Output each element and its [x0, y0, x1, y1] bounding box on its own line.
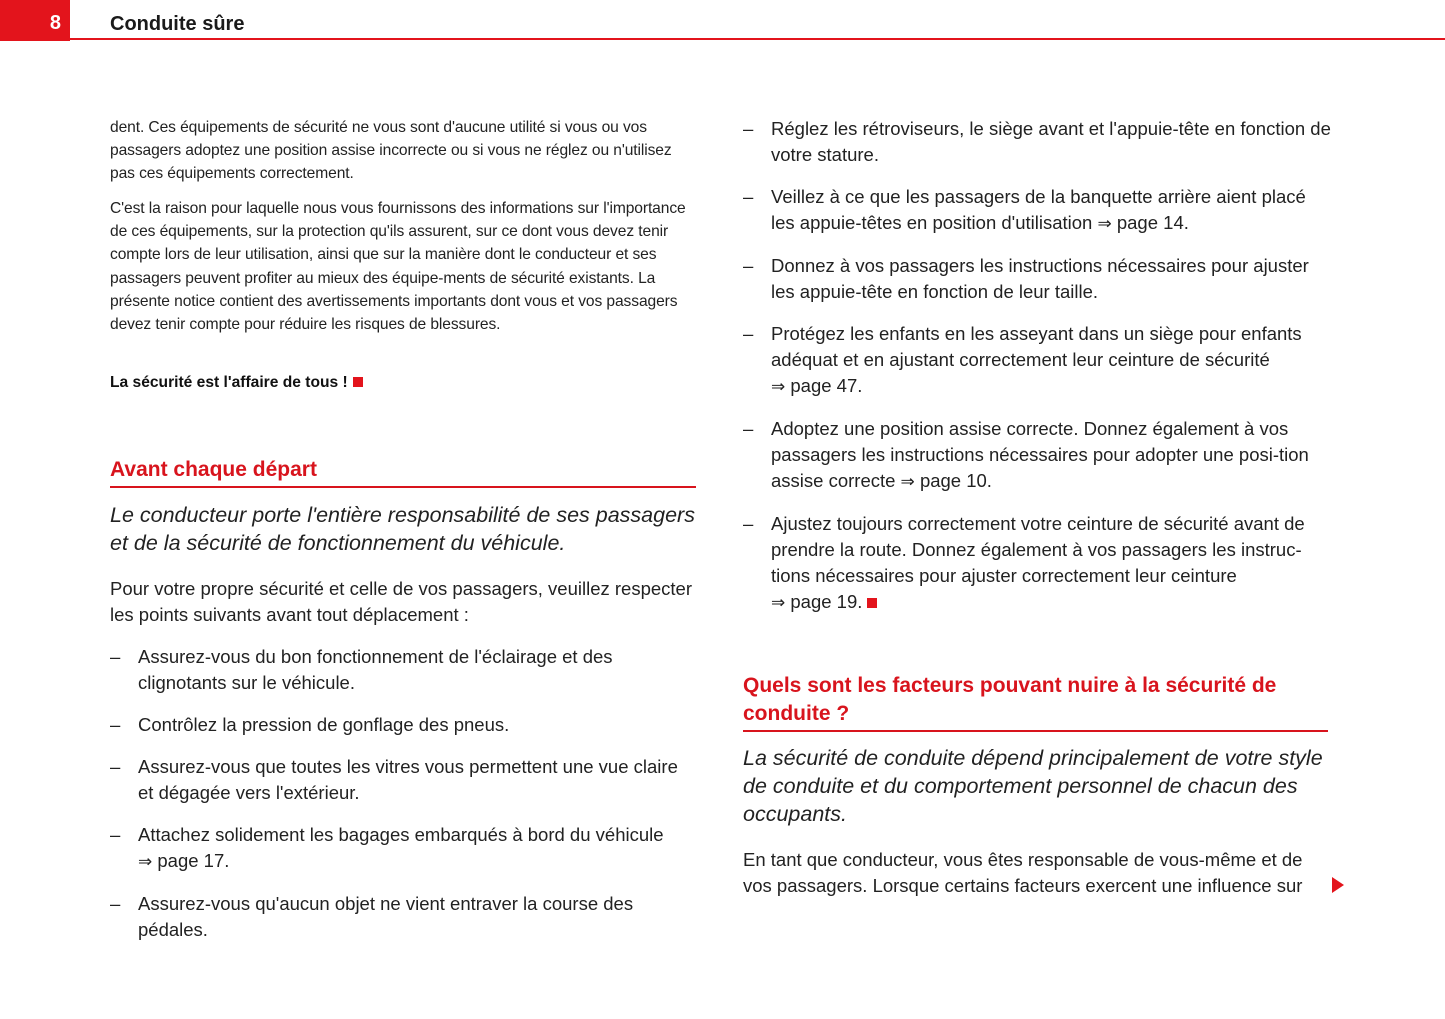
cross-reference-arrow-icon: ⇒ [1097, 214, 1112, 234]
bold-statement [110, 371, 696, 394]
page-reference-link[interactable]: page 10. [919, 470, 992, 491]
end-marker-icon [867, 598, 877, 608]
list-item [110, 712, 696, 738]
dash-bullet-icon: – [743, 418, 754, 439]
list-item [743, 253, 1333, 305]
list-item-text: Protégez les enfants en les asseyant dans un siège pour enfants adéquat et en ajustant correctement leur ceinture de sécurité [771, 323, 1302, 370]
list-item-text: Assurez-vous que toutes les vitres vous permettent une vue claire et dégagée vers l'extérieur. [138, 756, 678, 803]
section-heading-avant-chaque-depart: Avant chaque départ [110, 456, 696, 488]
header-divider [70, 38, 1445, 40]
list-item [743, 511, 1333, 616]
dash-bullet-icon: – [110, 756, 121, 777]
page-number: 8 [0, 0, 70, 41]
dash-bullet-icon: – [110, 824, 121, 845]
continue-next-page-icon [1332, 877, 1344, 893]
dash-bullet-icon: – [743, 186, 754, 207]
checklist-continued [743, 116, 1333, 632]
dash-bullet-icon: – [743, 255, 754, 276]
list-item [110, 822, 696, 875]
list-item-text: Contrôlez la pression de gonflage des pneus. [138, 714, 510, 735]
cross-reference-arrow-icon: ⇒ [771, 593, 786, 613]
page-reference-link[interactable]: page 19. [790, 591, 863, 612]
list-item [743, 416, 1333, 495]
list-item-text: Attachez solidement les bagages embarqués à bord du véhicule [138, 824, 664, 845]
list-item-text: Réglez les rétroviseurs, le siège avant et l'appuie-tête en fonction de votre stature. [771, 118, 1331, 165]
dash-bullet-icon: – [110, 893, 121, 914]
section-heading-facteurs-securite: Quels sont les facteurs pouvant nuire à la sécurité de conduite ? [743, 672, 1328, 732]
list-item-text: Assurez-vous qu'aucun objet ne vient entraver la course des pédales. [138, 893, 634, 940]
lead-paragraph: Pour votre propre sécurité et celle de vos passagers, veuillez respecter les points suivants avant tout déplacement : [110, 578, 693, 625]
section-intro: La sécurité de conduite dépend principalement de votre style de conduite et du comportement personnel de chacun des occupants. [743, 746, 1323, 826]
list-item-text: Assurez-vous du bon fonctionnement de l'éclairage et des clignotants sur le véhicule. [138, 646, 613, 693]
dash-bullet-icon: – [743, 118, 754, 139]
list-item [743, 116, 1333, 168]
list-item [743, 184, 1333, 237]
page-reference-link[interactable]: page 17. [157, 850, 230, 871]
info-paragraph: C'est la raison pour laquelle nous vous fournissons des informations sur l'importance de ces équipements, sur la protection qu'ils assurent, sur ce dont vous devez tenir compte lors de leur utilisation, ainsi que sur la manière dont le conducteur et ses passagers peuvent profiter au mieux des équipe-ments de sécurité existants. La présente notice contient des avertissements importants dont vous et vos passagers devez tenir compte pour réduire les risques de blessures. [110, 200, 686, 334]
dash-bullet-icon: – [110, 714, 121, 735]
cross-reference-arrow-icon: ⇒ [138, 852, 153, 872]
list-item-text: Veillez à ce que les passagers de la banquette arrière aient placé les appuie-têtes en position d'utilisation [771, 186, 1306, 233]
list-item-text: Adoptez une position assise correcte. Donnez également à vos passagers les instructions nécessaires pour adopter une posi-tion assise correcte [771, 418, 1309, 491]
section-intro: Le conducteur porte l'entière responsabilité de ses passagers et de la sécurité de fonctionnement du véhicule. [110, 503, 695, 555]
list-item [110, 644, 696, 696]
page-reference-link[interactable]: page 47. [790, 375, 863, 396]
continuation-paragraph: dent. Ces équipements de sécurité ne vous sont d'aucune utilité si vous ou vos passagers adoptez une position assise incorrecte ou si vous ne réglez ou n'utilisez pas ces équipements correctement. [110, 119, 672, 183]
dash-bullet-icon: – [743, 513, 754, 534]
list-item [110, 754, 696, 806]
list-item [743, 321, 1333, 400]
dash-bullet-icon: – [743, 323, 754, 344]
body-paragraph: En tant que conducteur, vous êtes responsable de vous-même et de vos passagers. Lorsque certains facteurs exercent une influence sur [743, 849, 1303, 896]
dash-bullet-icon: – [110, 646, 121, 667]
end-marker-icon [353, 377, 363, 387]
list-item [110, 891, 696, 943]
checklist-before-departure [110, 644, 696, 959]
cross-reference-arrow-icon: ⇒ [900, 472, 915, 492]
page-reference-link[interactable]: page 14. [1116, 212, 1189, 233]
list-item-text: Ajustez toujours correctement votre ceinture de sécurité avant de prendre la route. Donnez également à vos passagers les instruc-tions nécessaires pour ajuster correctement leur ceinture [771, 513, 1305, 586]
list-item-text: Donnez à vos passagers les instructions nécessaires pour ajuster les appuie-tête en fonction de leur taille. [771, 255, 1309, 302]
chapter-title: Conduite sûre [110, 13, 245, 35]
bold-statement-text: La sécurité est l'affaire de tous ! [110, 374, 348, 391]
page-header [0, 0, 1445, 41]
cross-reference-arrow-icon: ⇒ [771, 377, 786, 397]
